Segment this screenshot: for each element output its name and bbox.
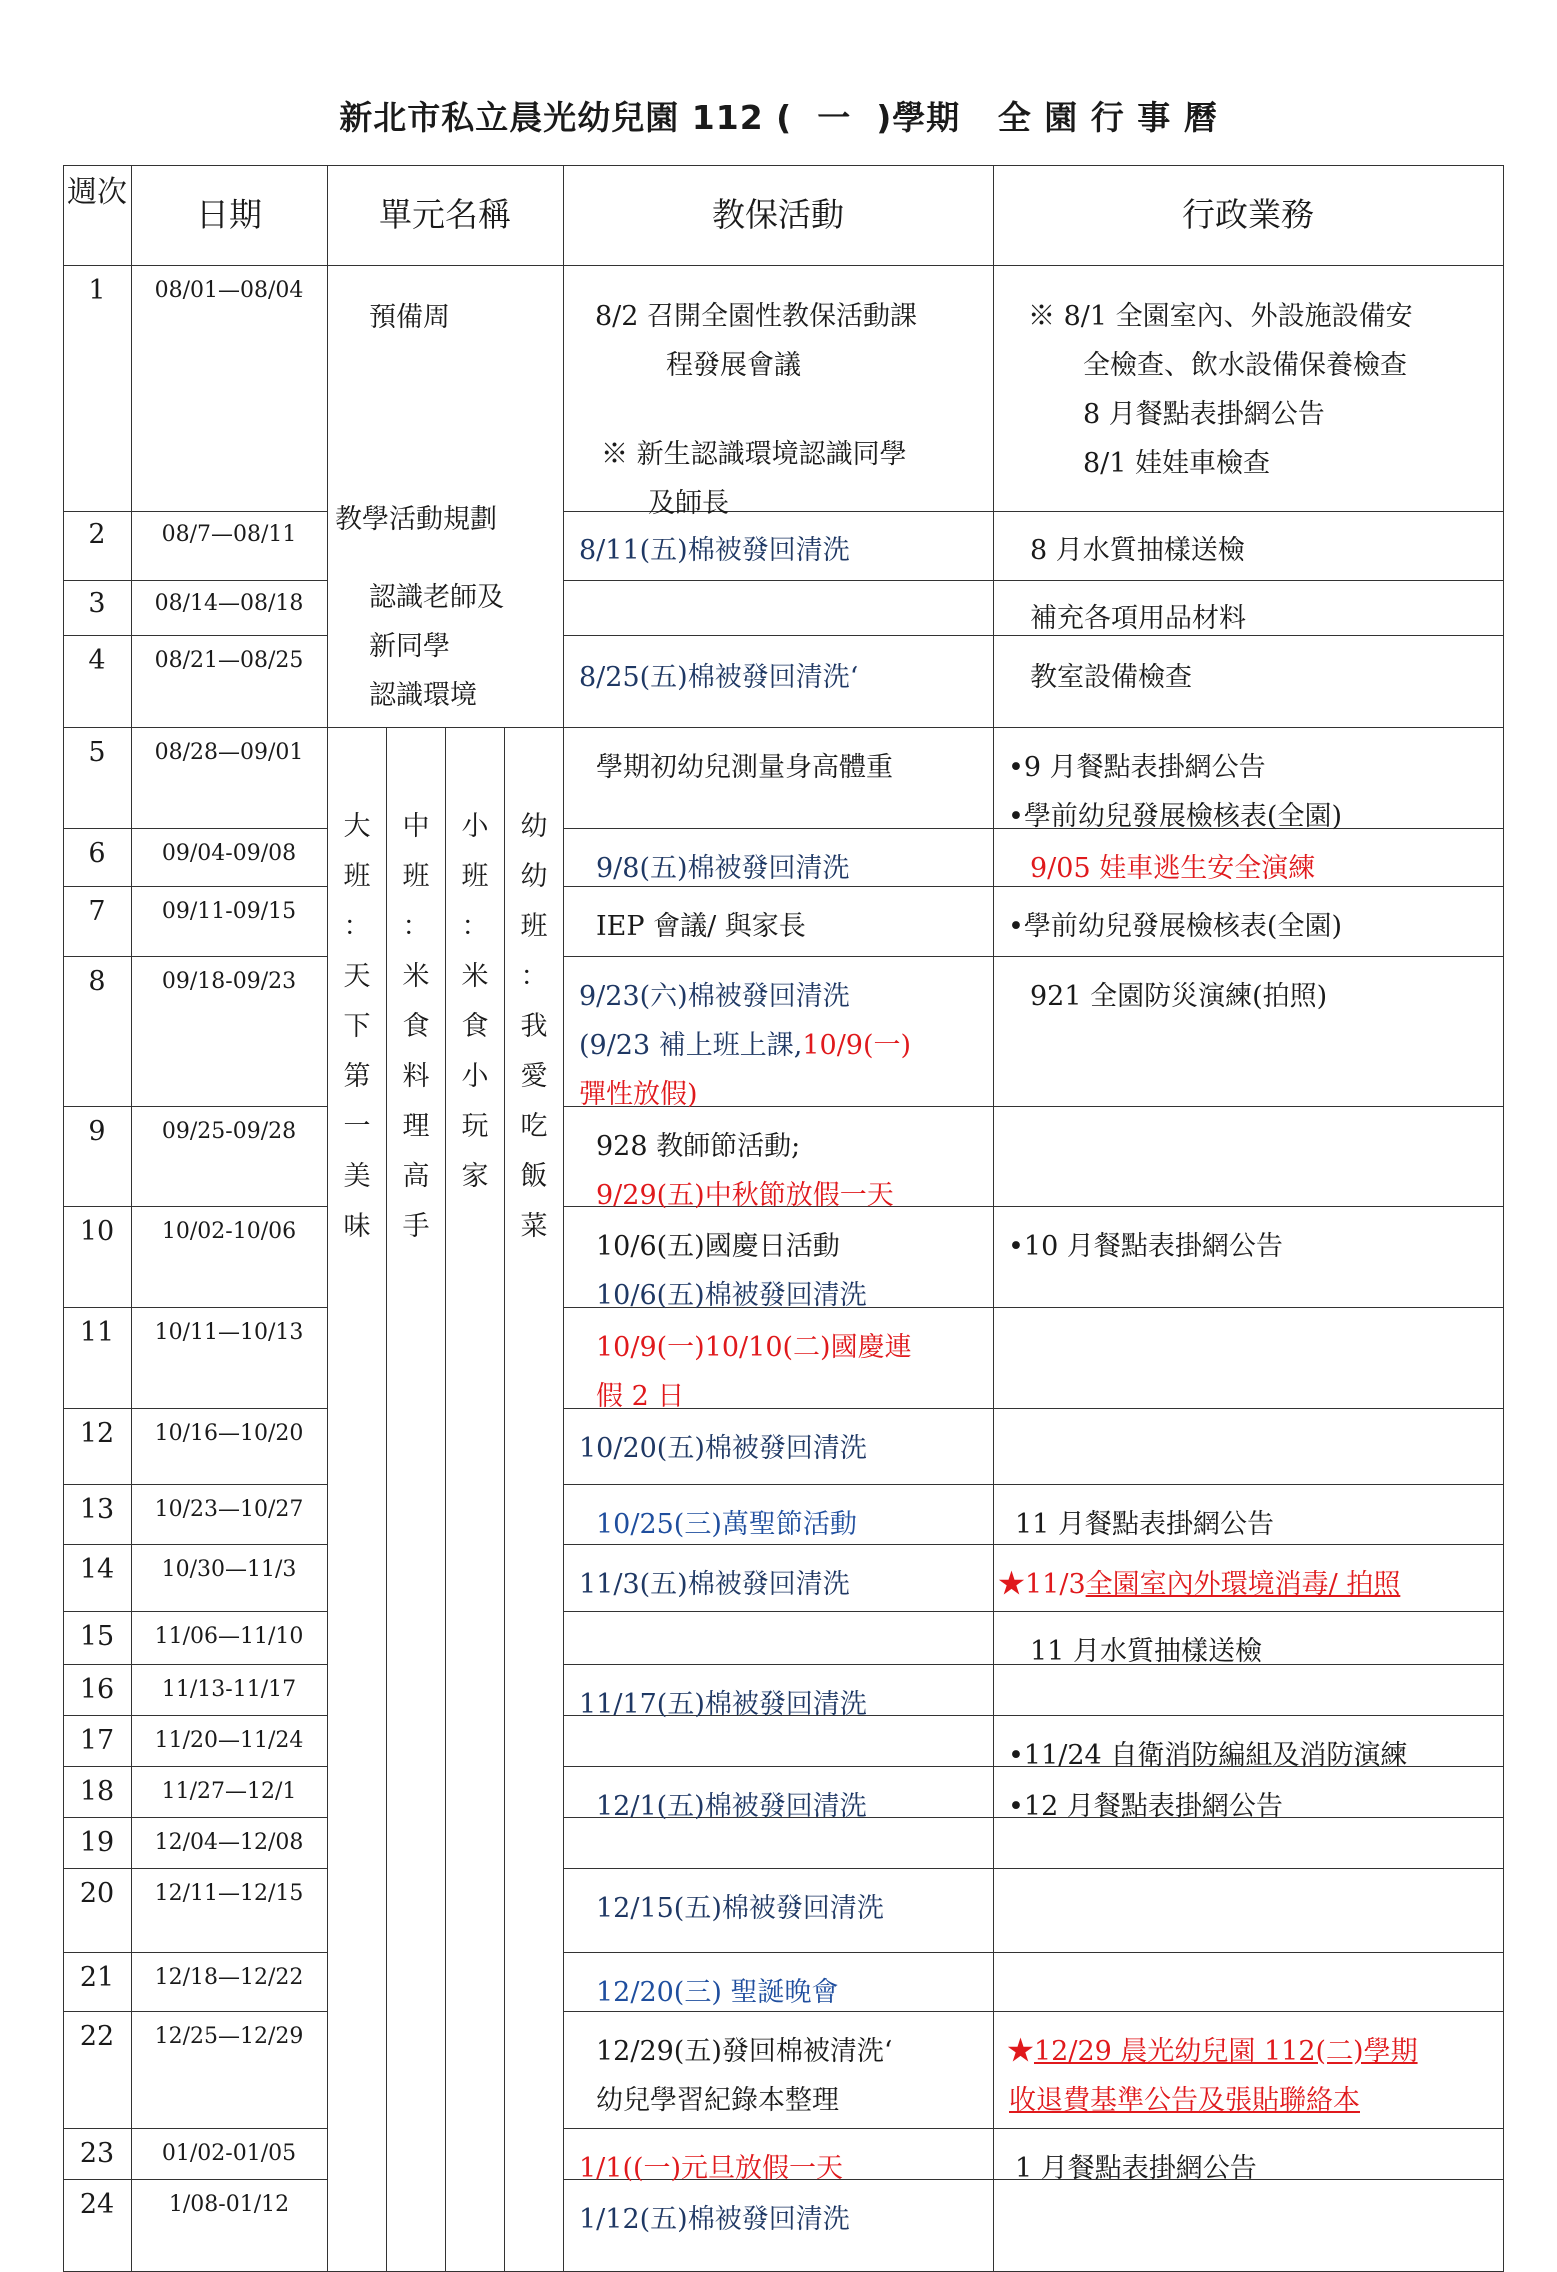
- admin-text: 11 月餐點表掛網公告: [1015, 1509, 1274, 1540]
- header-date: 日期: [196, 195, 262, 234]
- activity-text: 假 2 日: [596, 1381, 685, 1412]
- activity-text: 11/17(五)棉被發回清洗: [579, 1689, 867, 1720]
- week-date: 09/18-09/23: [161, 969, 297, 994]
- activity-text: 12/15(五)棉被發回清洗: [596, 1893, 884, 1924]
- admin-text: •12 月餐點表掛網公告: [1008, 1791, 1283, 1822]
- week-date: 08/28—09/01: [154, 740, 304, 765]
- admin-text: 收退費基準公告及張貼聯絡本: [1009, 2085, 1360, 2116]
- week-number: 5: [88, 737, 106, 768]
- activity-text: ※ 新生認識環境認識同學: [601, 439, 907, 470]
- unit-meet-line1: 認識老師及: [369, 582, 504, 613]
- admin-text: 全園室內外環境消毒/ 拍照: [1085, 1569, 1401, 1600]
- activity-text: [579, 1021, 911, 1071]
- admin-text: ※ 8/1 全園室內、外設施設備安: [1028, 301, 1413, 332]
- star-icon: ★: [1007, 2036, 1034, 2067]
- week-number: 17: [79, 1725, 115, 1756]
- activity-text: 9/23(六)棉被發回清洗: [579, 981, 850, 1012]
- admin-text: 11/3: [1025, 1569, 1086, 1600]
- week-number: 15: [79, 1621, 115, 1652]
- unit-meet-line3: 認識環境: [369, 680, 477, 711]
- week-date: 12/11—12/15: [154, 1881, 304, 1906]
- unit-teaching-planning: 教學活動規劃: [335, 504, 497, 535]
- activity-text: 1/12(五)棉被發回清洗: [579, 2204, 850, 2235]
- activity-text: 10/20(五)棉被發回清洗: [579, 1433, 867, 1464]
- calendar-table: [63, 165, 1504, 2272]
- activity-text: 彈性放假): [579, 1079, 698, 1110]
- unit-meet-line2: 新同學: [369, 631, 450, 662]
- admin-text: •9 月餐點表掛網公告: [1008, 752, 1266, 783]
- week-number: 21: [79, 1962, 115, 1993]
- week-number: 22: [79, 2021, 115, 2052]
- activity-text: 9/8(五)棉被發回清洗: [596, 853, 850, 884]
- week-number: 20: [79, 1878, 115, 1909]
- header-admin: 行政業務: [1182, 195, 1314, 234]
- week-date: 09/25-09/28: [161, 1119, 297, 1144]
- week-date: 11/13-11/17: [161, 1677, 297, 1702]
- week-date: 08/21—08/25: [154, 648, 304, 673]
- week-number: 2: [88, 519, 106, 550]
- class-theme-small: 小 班 ： 米 食 小 玩 家: [461, 811, 489, 1192]
- week-number: 6: [88, 838, 106, 869]
- admin-text: [1009, 2076, 1360, 2126]
- admin-text: 12/29 晨光幼兒園 112(二)學期: [1034, 2036, 1418, 2067]
- activity-text: 學期初幼兒測量身高體重: [596, 752, 893, 783]
- week-date: 11/06—11/10: [154, 1624, 304, 1649]
- admin-text: •學前幼兒發展檢核表(全園): [1008, 801, 1342, 832]
- activity-text: 10/6(五)國慶日活動: [596, 1231, 840, 1262]
- activity-text: 8/25(五)棉被發回清洗‘: [579, 662, 859, 693]
- activity-text: 9/29(五)中秋節放假一天: [596, 1180, 894, 1211]
- week-date: 10/16—10/20: [154, 1421, 304, 1446]
- activity-text: 8/11(五)棉被發回清洗: [579, 535, 850, 566]
- week-date: 11/27—12/1: [161, 1779, 297, 1804]
- admin-text: •學前幼兒發展檢核表(全園): [1008, 911, 1342, 942]
- week-date: 10/30—11/3: [161, 1557, 297, 1582]
- activity-text: 及師長: [648, 488, 729, 519]
- activity-text: 12/1(五)棉被發回清洗: [596, 1791, 867, 1822]
- activity-text: IEP 會議/ 與家長: [596, 911, 806, 942]
- activity-text: (9/23 補上班上課,: [579, 1030, 803, 1061]
- admin-text: 1 月餐點表掛網公告: [1015, 2153, 1257, 2184]
- week-date: 08/7—08/11: [161, 522, 297, 547]
- admin-text: 9/05 娃車逃生安全演練: [1030, 853, 1316, 884]
- week-number: 12: [79, 1418, 115, 1449]
- activity-text: 10/6(五)棉被發回清洗: [596, 1280, 867, 1311]
- week-number: 1: [88, 275, 106, 306]
- activity-text: 12/20(三) 聖誕晚會: [596, 1977, 839, 2008]
- header-unit: 單元名稱: [379, 195, 511, 234]
- week-number: 4: [88, 645, 106, 676]
- activity-text: 1/1((一)元旦放假一天: [579, 2153, 844, 2184]
- week-date: 10/23—10/27: [154, 1497, 304, 1522]
- activity-text: 12/29(五)發回棉被清洗‘: [596, 2036, 893, 2067]
- week-number: 19: [79, 1827, 115, 1858]
- admin-text: 補充各項用品材料: [1030, 603, 1246, 634]
- activity-text: 程發展會議: [666, 350, 801, 381]
- header-activities: 教保活動: [712, 195, 844, 234]
- week-date: 01/02-01/05: [161, 2141, 297, 2166]
- week-number: 9: [88, 1116, 106, 1147]
- star-icon: ★: [998, 1569, 1025, 1600]
- admin-text: 教室設備檢查: [1030, 662, 1192, 693]
- week-number: 14: [79, 1554, 115, 1585]
- admin-text: •11/24 自衛消防編組及消防演練: [1008, 1740, 1408, 1771]
- admin-text: 921 全園防災演練(拍照): [1030, 981, 1328, 1012]
- activity-text: 8/2 召開全園性教保活動課: [595, 301, 918, 332]
- admin-text: [1007, 2027, 1418, 2077]
- activity-text: 11/3(五)棉被發回清洗: [579, 1569, 850, 1600]
- week-number: 16: [79, 1674, 115, 1705]
- admin-text: 8/1 娃娃車檢查: [1083, 448, 1271, 479]
- activity-text: 幼兒學習紀錄本整理: [596, 2085, 839, 2116]
- admin-text: 11 月水質抽樣送檢: [1030, 1636, 1262, 1667]
- admin-text: 8 月餐點表掛網公告: [1083, 399, 1325, 430]
- week-number: 23: [79, 2138, 115, 2169]
- admin-text: 8 月水質抽樣送檢: [1030, 535, 1245, 566]
- page-title: 新北市私立晨光幼兒園 112 ( 一 )學期 全 園 行 事 曆: [339, 98, 1218, 137]
- week-date: 09/04-09/08: [161, 841, 297, 866]
- unit-prep-week: 預備周: [369, 302, 450, 333]
- week-number: 18: [79, 1776, 115, 1807]
- activity-text: 928 教師節活動;: [596, 1131, 801, 1162]
- week-number: 24: [79, 2189, 115, 2220]
- week-date: 12/18—12/22: [154, 1965, 304, 1990]
- week-number: 10: [79, 1216, 115, 1247]
- week-date: 12/25—12/29: [154, 2024, 304, 2049]
- week-number: 3: [88, 588, 106, 619]
- activity-text: 10/9(一): [802, 1030, 912, 1061]
- header-week: 週次: [67, 175, 127, 210]
- week-date: 11/20—11/24: [154, 1728, 304, 1753]
- activity-text: 10/9(一)10/10(二)國慶連: [596, 1332, 912, 1363]
- class-theme-big: 大 班 ： 天 下 第 一 美 味: [343, 811, 371, 1242]
- week-date: 09/11-09/15: [161, 899, 297, 924]
- admin-text: 全檢查、飲水設備保養檢查: [1083, 350, 1407, 381]
- week-date: 12/04—12/08: [154, 1830, 304, 1855]
- week-date: 10/02-10/06: [161, 1219, 297, 1244]
- week-number: 7: [88, 896, 106, 927]
- admin-text: •10 月餐點表掛網公告: [1008, 1231, 1283, 1262]
- week-number: 11: [79, 1317, 115, 1348]
- class-theme-toddler: 幼 幼 班 ： 我 愛 吃 飯 菜: [520, 811, 548, 1242]
- week-date: 08/01—08/04: [154, 278, 304, 303]
- week-number: 8: [88, 966, 106, 997]
- week-date: 08/14—08/18: [154, 591, 304, 616]
- activity-text: 10/25(三)萬聖節活動: [596, 1509, 857, 1540]
- week-date: 1/08-01/12: [168, 2192, 290, 2217]
- class-theme-mid: 中 班 ： 米 食 料 理 高 手: [402, 811, 430, 1242]
- week-number: 13: [79, 1494, 115, 1525]
- week-date: 10/11—10/13: [154, 1320, 304, 1345]
- admin-text: [998, 1560, 1400, 1610]
